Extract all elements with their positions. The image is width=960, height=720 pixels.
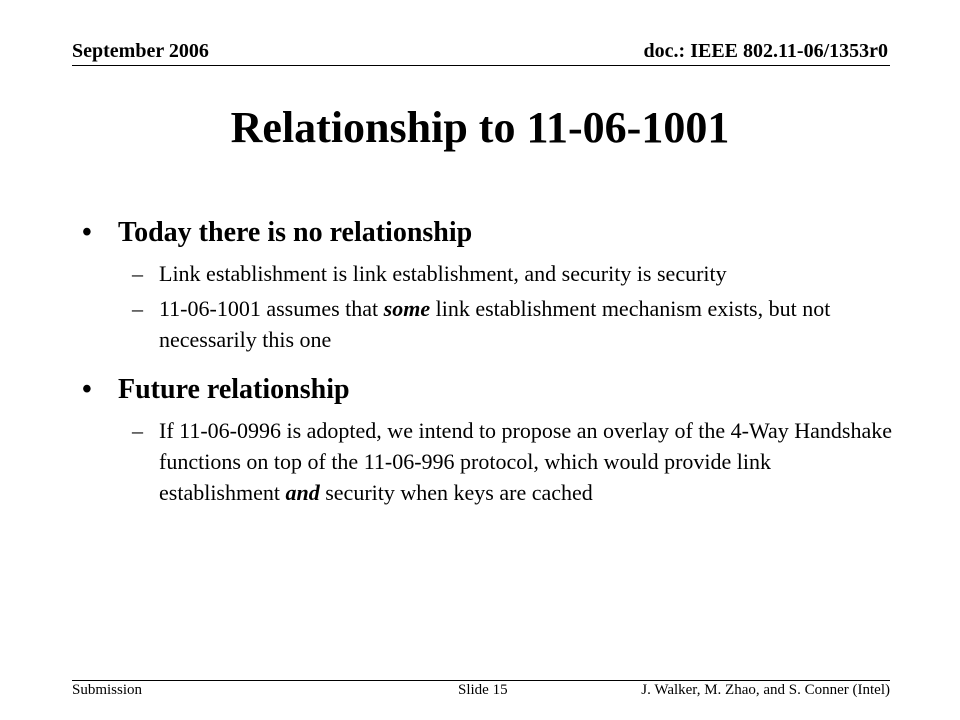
sub-bullet-text-pre: If 11-06-0996 is adopted, we intend to propose an overlay of the 4-Way Handshake functions on top of the 11-06-996 protocol, which would provide link establishment [159,418,892,505]
sub-bullet-emphasis: some [383,296,431,321]
slide-title: Relationship to 11-06-1001 [230,103,730,152]
bullet-text: Future relationship [118,374,350,405]
footer-authors: J. Walker, M. Zhao, and S. Conner (Intel) [641,682,890,698]
bullet-marker: • [82,217,92,248]
header-date: September 2006 [72,40,209,62]
header-divider [72,65,890,66]
footer-submission: Submission [72,682,143,698]
bullet-text: Today there is no relationship [118,217,473,248]
sub-bullet-text-post: security when keys are cached [319,480,593,505]
dash-marker: – [132,418,143,443]
footer-divider [72,680,890,681]
bullet-marker: • [82,374,92,405]
bullet-list [82,212,892,508]
sub-bullet-text-post: link establishment mechanism exists, but not necessarily this one [159,296,831,352]
footer-slide-number: Slide 15 [458,682,508,698]
bullet-item [82,369,892,411]
dash-marker: – [132,296,143,321]
spacer [82,355,892,369]
bullet-item [82,212,892,254]
sub-bullet-item [82,258,892,289]
sub-bullet-item [82,415,892,508]
sub-bullet-text: Link establishment is link establishment, and security is security [159,261,727,286]
dash-marker: – [132,261,143,286]
header-doc-id: doc.: IEEE 802.11-06/1353r0 [643,40,888,62]
sub-bullet-text-pre: 11-06-1001 assumes that [159,296,384,321]
sub-bullet-emphasis: and [285,480,320,505]
sub-bullet-item [82,293,892,355]
